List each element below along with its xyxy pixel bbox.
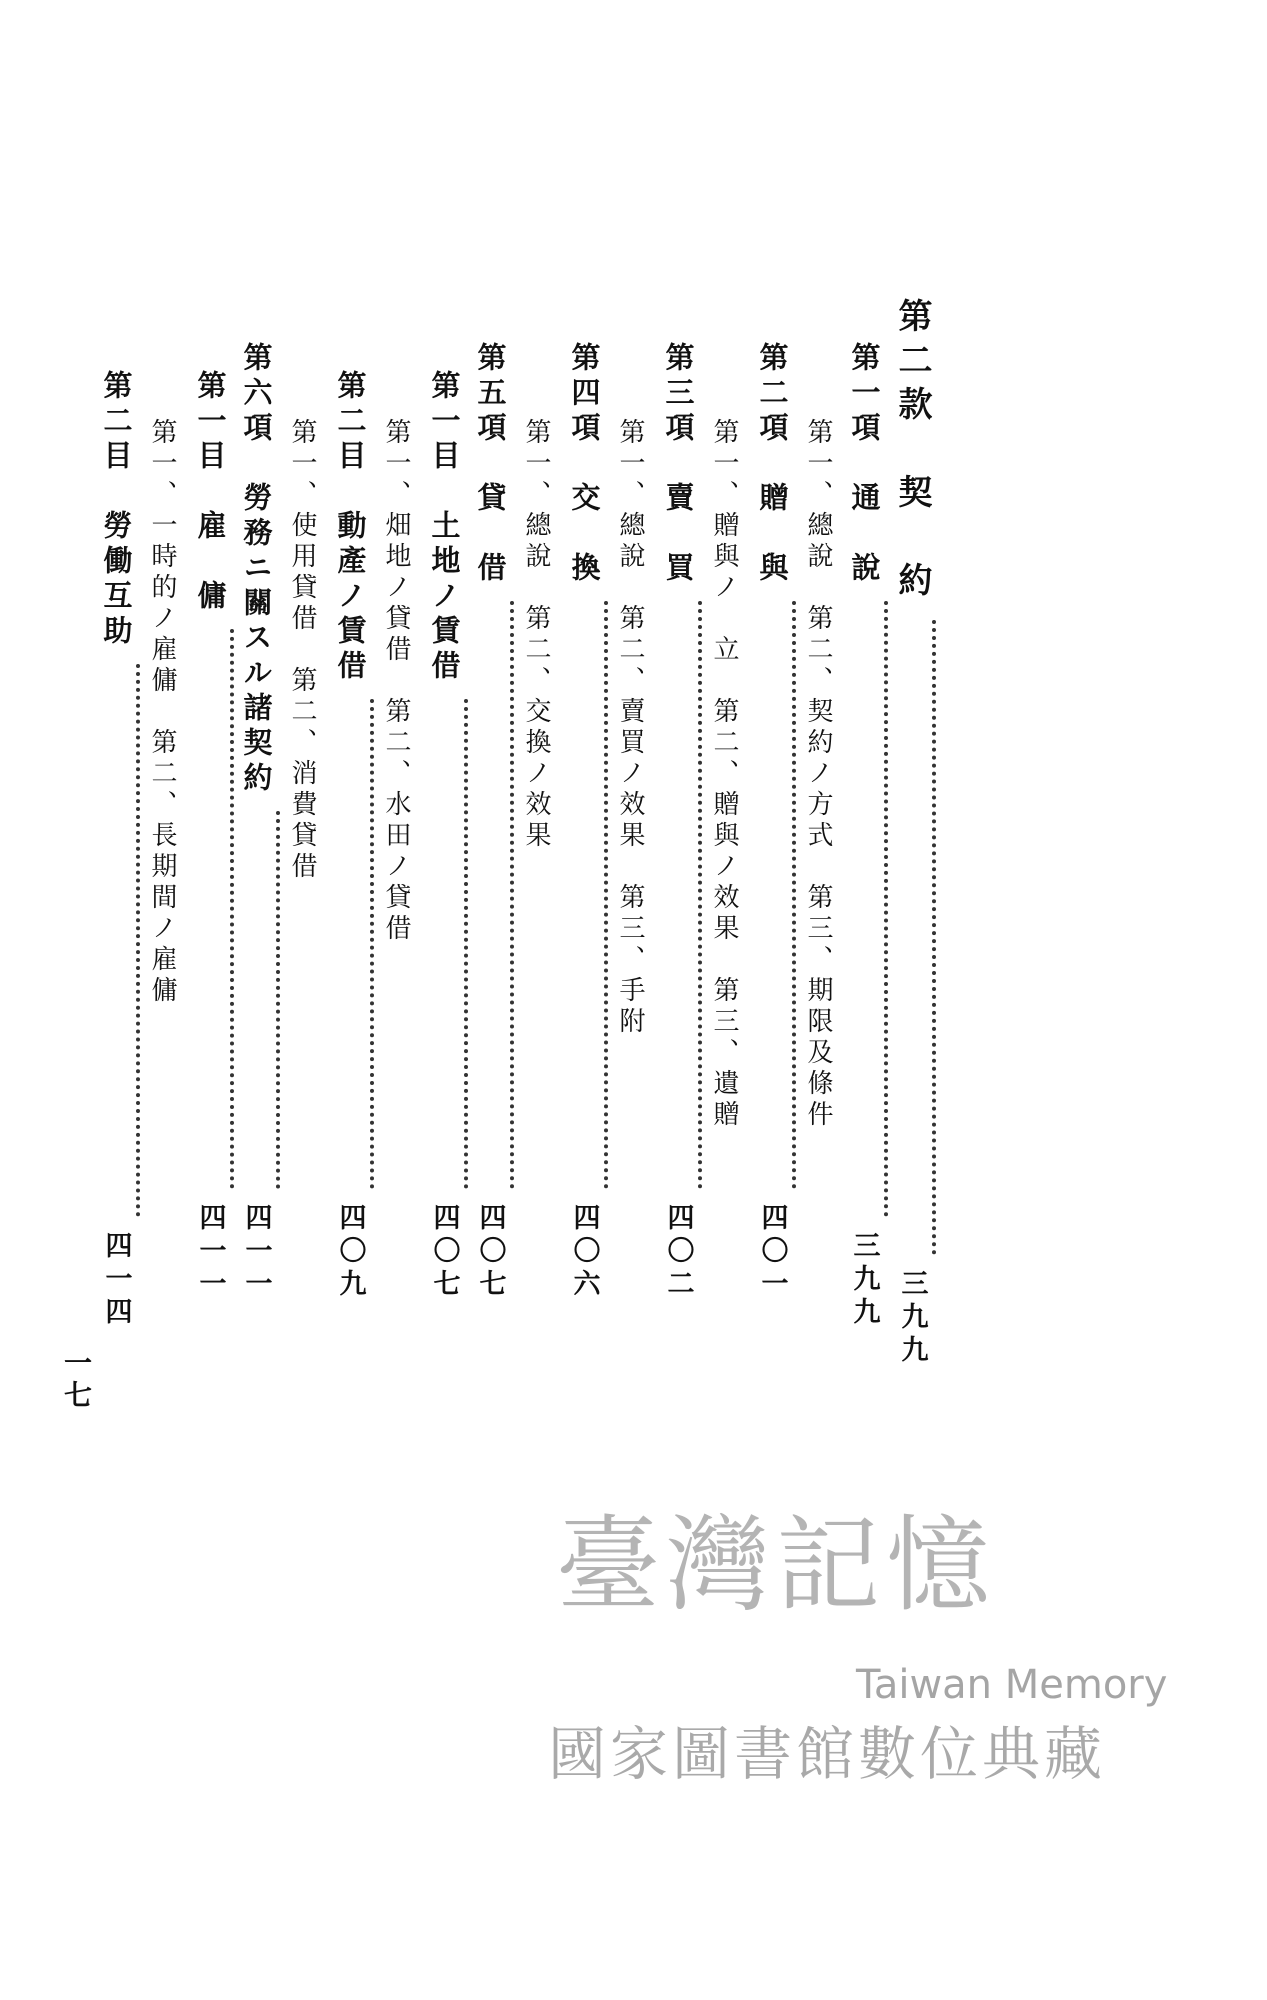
toc-entry-title: 第四項 交 換: [567, 342, 602, 587]
toc-entry-title: 第一目 土地ノ賃借: [427, 370, 462, 685]
dot-leader: [136, 664, 140, 1217]
toc-page-number: 四一一: [240, 1203, 272, 1302]
toc-subentries: [606, 0, 654, 1700]
toc-entry-title: 第二項 贈 與: [755, 342, 790, 587]
toc-entry-subsection: [186, 0, 234, 1700]
toc-entry-title: 第六項 勞務ニ關スル諸契約: [239, 342, 274, 797]
dot-leader: [932, 620, 936, 1255]
dot-leader: [464, 699, 468, 1189]
toc-page-number: 三九九: [848, 1231, 880, 1330]
dot-leader: [370, 699, 374, 1189]
toc-entry-section: [748, 0, 796, 1700]
toc-entry-section: [466, 0, 514, 1700]
watermark-library-name: 國家圖書館數位典藏: [548, 1720, 1107, 1788]
toc-entry-title: 第一目 雇 傭: [193, 370, 228, 615]
dot-leader: [604, 601, 608, 1189]
toc-entry-section: [232, 0, 280, 1700]
toc-subentries: [700, 0, 748, 1700]
toc-subentries: [278, 0, 326, 1700]
toc-entry-title: 第三項 賣 買: [661, 342, 696, 587]
dot-leader: [792, 601, 796, 1189]
toc-subentry-text: 第一、使用貸借 第二、消費貸借: [287, 418, 317, 883]
toc-entry-subsection: [420, 0, 468, 1700]
toc-page-number: 四〇七: [474, 1203, 506, 1302]
toc-entry-title: 第一項 通 說: [847, 342, 882, 587]
toc-entry-title: 第二目 勞働互助: [99, 370, 134, 650]
toc-page-number: 四〇六: [568, 1203, 600, 1302]
toc-page-number: 四一四: [100, 1231, 132, 1330]
toc-page-number: 四〇七: [428, 1203, 460, 1302]
toc-entry-subsection: [326, 0, 374, 1700]
toc-subentries: [372, 0, 420, 1700]
toc-subentry-text: 第一、一時的ノ雇傭 第二、長期間ノ雇傭: [147, 418, 177, 1007]
dot-leader: [884, 601, 888, 1217]
toc-subentry-text: 第一、畑地ノ貸借 第二、水田ノ貸借: [381, 418, 411, 945]
toc-subentries: [138, 0, 186, 1700]
toc-page-number: 四〇九: [334, 1203, 366, 1302]
toc-subentry-text: 第一、贈與ノ 立 第二、贈與ノ效果 第三、遺贈: [709, 418, 739, 1131]
toc-entry-title: 第二款 契 約: [892, 298, 932, 606]
toc-entry-title: 第五項 貸 借: [473, 342, 508, 587]
dot-leader: [276, 811, 280, 1189]
toc-subentries: [512, 0, 560, 1700]
toc-entry-section: [840, 0, 888, 1700]
toc-subentry-text: 第一、總說 第二、交換ノ效果: [521, 418, 551, 852]
toc-subentry-text: 第一、總說 第二、賣買ノ效果 第三、手附: [615, 418, 645, 1038]
toc-entry-section: [654, 0, 702, 1700]
watermark-english: Taiwan Memory: [856, 1662, 1168, 1708]
page-number: 一七: [60, 1348, 93, 1412]
toc-page-number: 四一一: [194, 1203, 226, 1302]
toc-entry-subsection: [92, 0, 140, 1700]
toc-subentry-text: 第一、總說 第二、契約ノ方式 第三、期限及條件: [803, 418, 833, 1131]
dot-leader: [698, 601, 702, 1189]
toc-subentries: [794, 0, 842, 1700]
watermark-calligraphy: 臺灣記憶: [556, 1504, 997, 1626]
toc-page-number: 四〇一: [756, 1203, 788, 1302]
toc-entry-chapter: [888, 0, 936, 1700]
dot-leader: [230, 629, 234, 1189]
toc-page-number: 四〇二: [662, 1203, 694, 1302]
toc-entry-section: [560, 0, 608, 1700]
toc-entry-title: 第二目 動產ノ賃借: [333, 370, 368, 685]
toc-page-number: 三九九: [896, 1269, 928, 1368]
dot-leader: [510, 601, 514, 1189]
